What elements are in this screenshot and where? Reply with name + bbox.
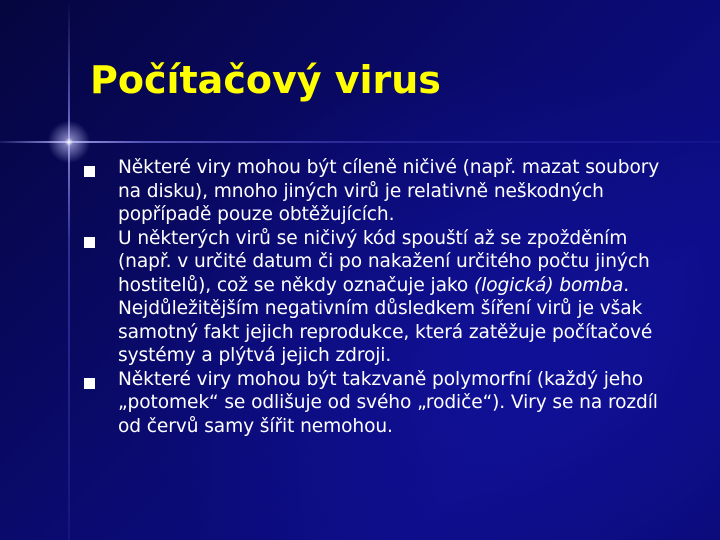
decorative-horizontal-line bbox=[0, 141, 720, 143]
bullet-text-part: . Nejdůležitějším negativním důsledkem šíření virů je však samotný fakt jejich reprodukce, která zatěžuje počítačové systémy a plýtvá jejich zdroji. bbox=[118, 274, 653, 366]
bullet-item bbox=[84, 227, 684, 368]
slide-title: Počítačový virus bbox=[90, 58, 441, 102]
square-bullet-icon bbox=[84, 378, 95, 389]
bullet-text: Některé viry mohou být takzvaně polymorfní (každý jeho „potomek“ se odlišuje od svého „rodiče“). Viry se na rozdíl od červů samy šířit nemohou. bbox=[118, 368, 658, 437]
bullet-text bbox=[118, 227, 684, 368]
bullet-text-part: U některých virů se ničivý kód spouští až se zpožděním (např. v určité datum či po nakažení určitého počtu jiných hostitelů), což se někdy označuje jako bbox=[118, 227, 650, 296]
bullet-item bbox=[84, 156, 684, 227]
bullet-item bbox=[84, 368, 684, 439]
bullet-list bbox=[84, 156, 684, 438]
square-bullet-icon bbox=[84, 237, 95, 248]
decorative-vertical-line bbox=[68, 0, 70, 540]
square-bullet-icon bbox=[84, 166, 95, 177]
bullet-text: Některé viry mohou být cíleně ničivé (např. mazat soubory na disku), mnoho jiných virů je relativně neškodných popřípadě pouze obtěžujících. bbox=[118, 157, 660, 225]
bullet-text-italic: (logická) bomba bbox=[473, 274, 624, 296]
